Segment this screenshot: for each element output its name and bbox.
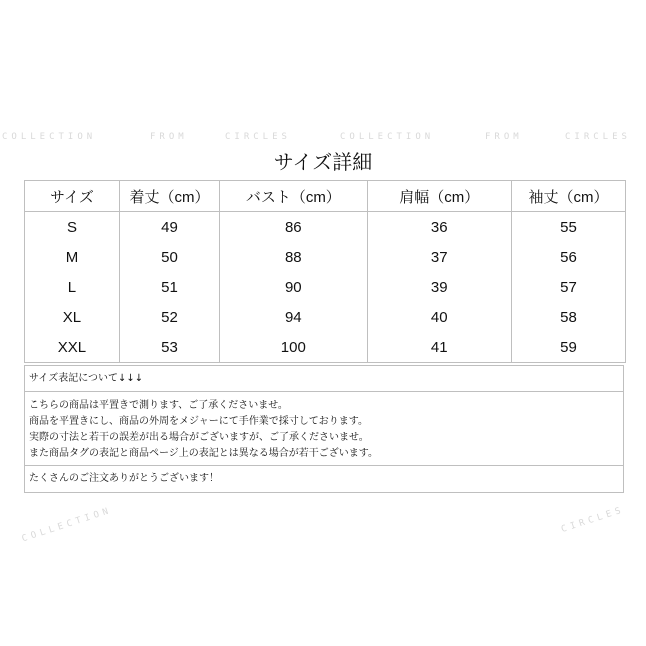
thanks-note [24, 466, 624, 493]
table-cell: XL [25, 302, 120, 332]
table-cell: 37 [367, 242, 511, 272]
column-header-sleeve: 袖丈（cm） [512, 181, 626, 212]
table-cell: 39 [367, 272, 511, 302]
table-cell: 90 [220, 272, 367, 302]
table-cell: 40 [367, 302, 511, 332]
table-row [25, 242, 626, 272]
table-row [25, 302, 626, 332]
column-header-shoulder: 肩幅（cm） [367, 181, 511, 212]
size-notes-body [24, 392, 624, 466]
table-cell: S [25, 212, 120, 243]
table-cell: 53 [119, 332, 219, 363]
watermark-text: CIRCLES [565, 132, 631, 142]
watermark-text: CIRCLES [560, 505, 626, 535]
table-row [25, 212, 626, 243]
column-header-length: 着丈（cm） [119, 181, 219, 212]
table-cell: 52 [119, 302, 219, 332]
table-cell: 58 [512, 302, 626, 332]
table-cell: 86 [220, 212, 367, 243]
watermark-text: COLLECTION [340, 132, 435, 142]
table-cell: 57 [512, 272, 626, 302]
watermark-text: FROM [150, 132, 188, 142]
notes-heading-text: サイズ表記について↓↓↓ [29, 373, 144, 384]
page-title: サイズ詳細 [273, 150, 373, 174]
table-cell: L [25, 272, 120, 302]
column-header-bust: バスト（cm） [220, 181, 367, 212]
table-cell: 55 [512, 212, 626, 243]
table-header-row [25, 181, 626, 212]
table-cell: 51 [119, 272, 219, 302]
table-cell: 49 [119, 212, 219, 243]
watermark-text: FROM [485, 132, 523, 142]
table-cell: 56 [512, 242, 626, 272]
table-cell: 94 [220, 302, 367, 332]
table-cell: M [25, 242, 120, 272]
table-cell: XXL [25, 332, 120, 363]
notes-line: こちらの商品は平置きで測ります、ご了承くださいませ。 [29, 400, 288, 411]
table-row [25, 332, 626, 363]
notes-line: また商品タグの表記と商品ページ上の表記とは異なる場合が若干ございます。 [29, 448, 378, 459]
table-row [25, 272, 626, 302]
table-cell: 59 [512, 332, 626, 363]
table-cell: 50 [119, 242, 219, 272]
notes-line: 実際の寸法と若干の誤差が出る場合がございますが、ご了承くださいませ。 [29, 432, 369, 443]
table-cell: 36 [367, 212, 511, 243]
watermark-text: CIRCLES [225, 132, 291, 142]
column-header-size: サイズ [25, 181, 120, 212]
table-cell: 41 [367, 332, 511, 363]
table-cell: 100 [220, 332, 367, 363]
thanks-text: たくさんのご注文ありがとうございます！ [29, 473, 219, 484]
watermark-text: COLLECTION [2, 132, 97, 142]
watermark-text: COLLECTION [20, 505, 114, 545]
size-table [24, 180, 626, 363]
size-notes-heading [24, 365, 624, 392]
notes-line: 商品を平置きにし、商品の外周をメジャーにて手作業で採寸しております。 [29, 416, 368, 427]
table-cell: 88 [220, 242, 367, 272]
